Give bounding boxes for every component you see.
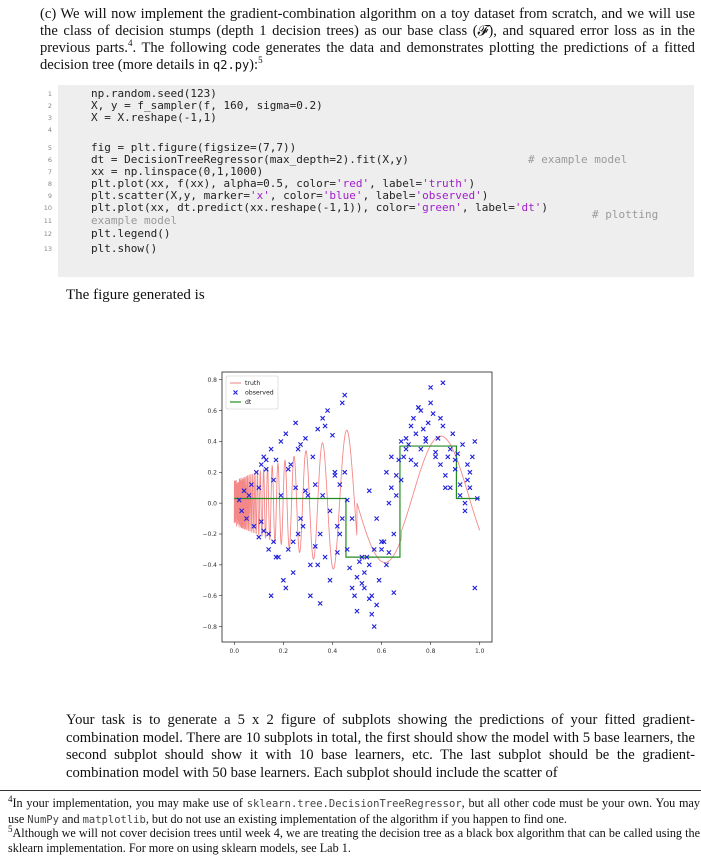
footnote-4-text-1: In your implementation, you may make use of: [12, 796, 247, 810]
footnote-ref-4[interactable]: 4: [127, 38, 133, 49]
y-tick-label: −0.4: [202, 562, 217, 570]
y-tick-label: 0.4: [207, 438, 217, 446]
x-tick-label: 0.2: [278, 648, 289, 655]
y-tick-label: −0.2: [202, 531, 217, 539]
footnote-4-text-3: and: [58, 811, 83, 826]
code-line: X = X.reshape(-1,1): [91, 111, 217, 124]
line-number: 5: [47, 144, 52, 152]
line-number: 13: [43, 245, 52, 253]
line-number: 7: [47, 168, 52, 176]
x-tick-label: 0.0: [229, 648, 240, 655]
figure-caption: The figure generated is: [66, 287, 205, 303]
footnote-rule: [0, 790, 701, 791]
footnote-5: [8, 823, 700, 855]
x-tick-label: 0.4: [327, 648, 338, 655]
intro-text-2: ), and squared error loss as in the previous parts.: [40, 23, 695, 56]
footnote-4-code-matplotlib: matplotlib: [82, 813, 146, 826]
intro-text-1: We will now implement the gradient-combination algorithm on a toy dataset from scratch, and we will use the class of decision stumps (depth 1 decision trees) as our base class (: [40, 6, 696, 39]
code-line: xx = np.linspace(0,1,1000): [91, 165, 264, 178]
comment-plotting: # plotting: [592, 208, 659, 221]
code-line: np.random.seed(123): [91, 87, 217, 100]
footnote-4-text-4: , but do not use an existing implementation of the algorithm if you happen to find one.: [145, 811, 567, 826]
code-line: example model: [91, 214, 178, 227]
line-number: 9: [47, 192, 52, 200]
intro-text-3: . The following code generates the data and demonstrates plotting the predictions of a fitted decision tree (more details in: [40, 40, 695, 73]
footnote-4-code: sklearn.tree.DecisionTreeRegressor: [246, 798, 462, 810]
filename-code: q2.py: [213, 58, 250, 72]
legend-label: observed: [245, 389, 274, 397]
line-number: 10: [43, 204, 52, 212]
y-tick-label: 0.0: [207, 500, 217, 508]
line-number: 8: [47, 180, 52, 188]
footnote-5-number: 5: [8, 823, 13, 834]
code-line: plt.show(): [91, 242, 158, 255]
footnote-4-code-numpy: NumPy: [27, 813, 59, 826]
code-line: fig = plt.figure(figsize=(7,7)): [91, 141, 297, 154]
line-number: 11: [43, 217, 52, 225]
code-line: dt = DecisionTreeRegressor(max_depth=2).fit(X,y): [91, 153, 409, 166]
footnote-ref-5[interactable]: 5: [258, 55, 263, 66]
line-number: 2: [47, 102, 52, 110]
y-tick-label: −0.6: [202, 592, 217, 600]
comment-example-model: # example model: [528, 153, 628, 166]
y-tick-label: 0.8: [207, 376, 217, 384]
y-tick-label: 0.2: [207, 469, 217, 477]
x-tick-label: 0.6: [376, 648, 387, 655]
code-line: X, y = f_sampler(f, 160, sigma=0.2): [91, 99, 323, 112]
script-f-symbol: 𝓕: [477, 23, 489, 39]
line-number: 4: [47, 126, 52, 134]
footnote-4-number: 4: [8, 793, 13, 804]
legend-label: truth: [245, 380, 261, 388]
intro-paragraph: [40, 6, 695, 74]
intro-text-4: ):: [249, 57, 259, 73]
footnote-4: [8, 793, 700, 827]
footnote-5-text: Although we will not cover decision trees until week 4, we are treating the decision tree as a black box algorithm that can be called using the sklearn implementation. For more on using sklearn models, see Lab 1.: [8, 826, 700, 855]
y-tick-label: −0.8: [202, 623, 217, 631]
figure-plot: [190, 364, 510, 664]
line-number: 1: [47, 90, 52, 98]
part-label: (c): [40, 6, 57, 22]
y-tick-label: 0.6: [207, 407, 217, 415]
legend-label: dt: [245, 399, 252, 407]
x-tick-label: 0.8: [425, 648, 436, 655]
x-tick-label: 1.0: [474, 648, 485, 655]
line-number: 3: [47, 114, 52, 122]
task-paragraph: Your task is to generate a 5 x 2 figure of subplots showing the predictions of your fitted gradient-combination model. There are 10 subplots in total, the first should show the model with 5 base learners, the second subplot should show it with 10 base learners, etc. The last subplot should be the gradient-combination model with 50 base learners. Each subplot should include the scatter of: [66, 712, 695, 781]
code-line: plt.scatter(X,y, marker='x', color='blue', label='observed'): [91, 189, 489, 202]
line-number: 12: [43, 230, 52, 238]
code-line: plt.plot(xx, dt.predict(xx.reshape(-1,1)), color='green', label='dt'): [91, 201, 548, 214]
code-line: plt.legend(): [91, 227, 171, 240]
footnote-4-text-2: , but all other code must be your own. You may use: [8, 796, 700, 826]
line-number: 6: [47, 156, 52, 164]
code-line: plt.plot(xx, f(xx), alpha=0.5, color='red', label='truth'): [91, 177, 476, 190]
